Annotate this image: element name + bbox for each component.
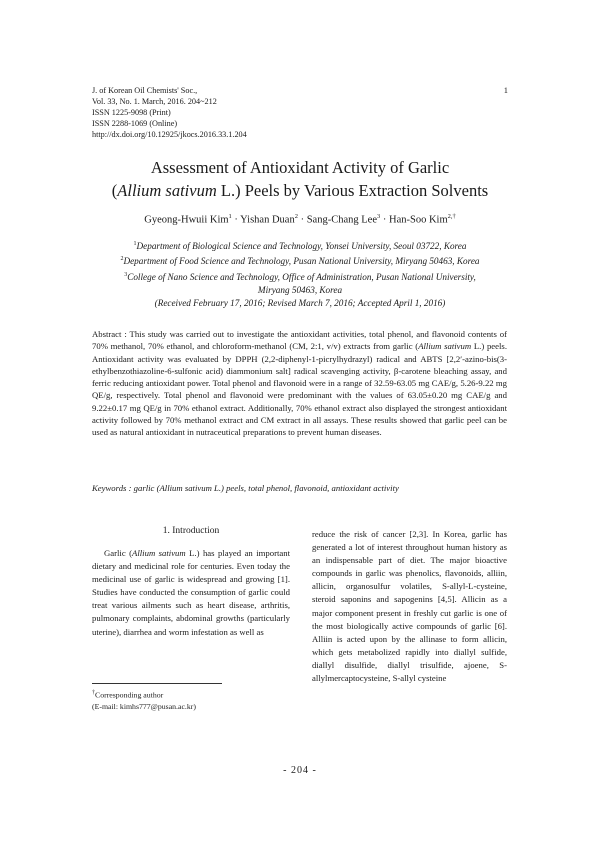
affiliations	[80, 238, 520, 310]
received-dates: (Received February 17, 2016; Revised March 7, 2016; Accepted April 1, 2016)	[154, 298, 446, 308]
footnote-label: Corresponding author	[95, 690, 164, 700]
author-2: Yishan Duan	[240, 214, 295, 226]
author-sep: ·	[380, 214, 389, 226]
affiliation-1-text: Department of Biological Science and Technology, Yonsei University, Seoul 03722, Korea	[136, 241, 467, 252]
footnote-email: (E-mail: kimhs777@pusan.ac.kr)	[92, 701, 196, 711]
page-number-top: 1	[503, 85, 508, 95]
intro-right-column: reduce the risk of cancer [2,3]. In Korea, garlic has generated a lot of interest throughout human history as an indispensable part of diet. The major bioactive compounds in garlic was phenolics, flavonoids, alliin, allicin, organosulfur volatiles, S-allyl-L-cysteine, steroid saponins and sapogenins [4,5]. Allicin as a major component present in freshly cut garlic is one of the most biologically active compounds of garlic [6]. Alliin is acted upon by the allinase to form allicin, which gets metabolized rapidly into diallyl sulfide, diallyl disulfide, diallyl trisulfide, ajoene, S-allylmercaptocysteine, S-allyl cysteine	[312, 529, 507, 684]
title-species: Allium sativum	[117, 181, 217, 200]
affiliation-1	[80, 238, 520, 253]
affiliation-3-mark: 3	[124, 271, 128, 278]
author-1-affil: 1	[228, 213, 232, 220]
title-line-2	[60, 179, 540, 202]
author-3-affil: 3	[376, 213, 381, 220]
issn-print: ISSN 1225-9098 (Print)	[92, 108, 171, 117]
title-line-1: Assessment of Antioxidant Activity of Garlic	[150, 158, 450, 177]
affiliation-3	[80, 269, 520, 284]
intro-text-b: L.) has played an important dietary and medicinal role for centuries. Even today the medicinal use of garlic is widespread and growing [1]. Studies have conducted the consumption of garlic could treat various ailments such as heart disease, arthritis, pulmonary complaints, abdominal growths (particularly uterine), diarrhea and worm infestation as well as	[92, 548, 290, 637]
dagger-mark: †	[92, 690, 95, 696]
paper-title	[60, 156, 540, 202]
intro-species: Allium sativum	[132, 548, 186, 558]
abstract-species: Allium sativum	[418, 341, 472, 352]
affiliation-2-text: Department of Food Science and Technology, Pusan National University, Miryang 50463, Korea	[123, 256, 480, 267]
section-heading-introduction: 1. Introduction	[162, 526, 220, 536]
page-footer-number: - 204 -	[283, 765, 317, 776]
footnote-divider	[92, 683, 222, 684]
author-1: Gyeong-Hwuii Kim	[144, 214, 229, 226]
journal-volume: Vol. 33, No. 1. March, 2016. 204~212	[92, 97, 217, 106]
footnote	[92, 688, 196, 712]
abstract-text-1: This study was carried out to investigate the antioxidant activities, total phenol, and flavonoid contents of 70% methanol, 70% ethanol, and chloroform-methanol (CM, 2:1, v/v) extracts from garlic (	[92, 329, 507, 352]
journal-info	[92, 85, 247, 140]
author-4-affil: 2,†	[447, 213, 456, 220]
abstract-colon: :	[121, 329, 130, 339]
abstract-label: Abstract	[92, 329, 122, 339]
affiliation-3-text: College of Nano Science and Technology, Office of Administration, Pusan National University,	[127, 271, 476, 282]
author-sep: ·	[231, 214, 241, 226]
author-2-affil: 2	[294, 213, 298, 220]
author-3: Sang-Chang Lee	[306, 214, 377, 226]
footnote-corresponding	[92, 688, 196, 701]
keywords: Keywords : garlic (Allium sativum L.) peels, total phenol, flavonoid, antioxidant activity	[92, 483, 399, 493]
author-list	[60, 213, 540, 226]
title-paren: (	[111, 181, 118, 200]
affiliation-2	[80, 253, 520, 268]
intro-paragraph-1	[92, 547, 290, 639]
journal-name: J. of Korean Oil Chemists' Soc.,	[92, 86, 198, 95]
affiliation-2-mark: 2	[120, 256, 124, 263]
intro-text-a: Garlic (	[104, 548, 133, 558]
abstract-text-2: L.) peels. Antioxidant activity was evaluated by DPPH (2,2-diphenyl-1-picrylhydrazyl) radical and ABTS [2,2′-azino-bis(3-ethylbenzothiazoline-6-sulfonic acid) diammonium salt] radical scavenging activity, β-carotene bleaching assay, and ferric reducing antioxidant power. Total phenol and flavonoid were in a range of 32.59-63.05 mg CAE/g, 5.26-9.22 mg QE/g, respectively. Total phenol and flavonoid were predominant with the values of 63.05±0.20 mg CAE/g and 9.22±0.17 mg QE/g in 70% ethanol extract. Additionally, 70% ethanol extract also displayed the strongest antioxidant activity followed by 70% methanol extract and CM extract in all assays. These results showed that garlic peel can be used as natural antioxidant in nutraceutical preparations to prevent human diseases.	[92, 341, 507, 438]
doi-link[interactable]: http://dx.doi.org/10.12925/jkocs.2016.33.1.204	[92, 130, 247, 139]
abstract	[92, 328, 507, 439]
affiliation-3-city: Miryang 50463, Korea	[257, 284, 343, 295]
affiliation-1-mark: 1	[133, 241, 137, 247]
author-sep: ·	[297, 214, 307, 226]
title-line-2-rest: L.) Peels by Various Extraction Solvents	[216, 181, 489, 200]
issn-online: ISSN 2288-1069 (Online)	[92, 119, 178, 128]
intro-left-column	[92, 547, 290, 639]
author-4: Han-Soo Kim	[388, 214, 448, 226]
